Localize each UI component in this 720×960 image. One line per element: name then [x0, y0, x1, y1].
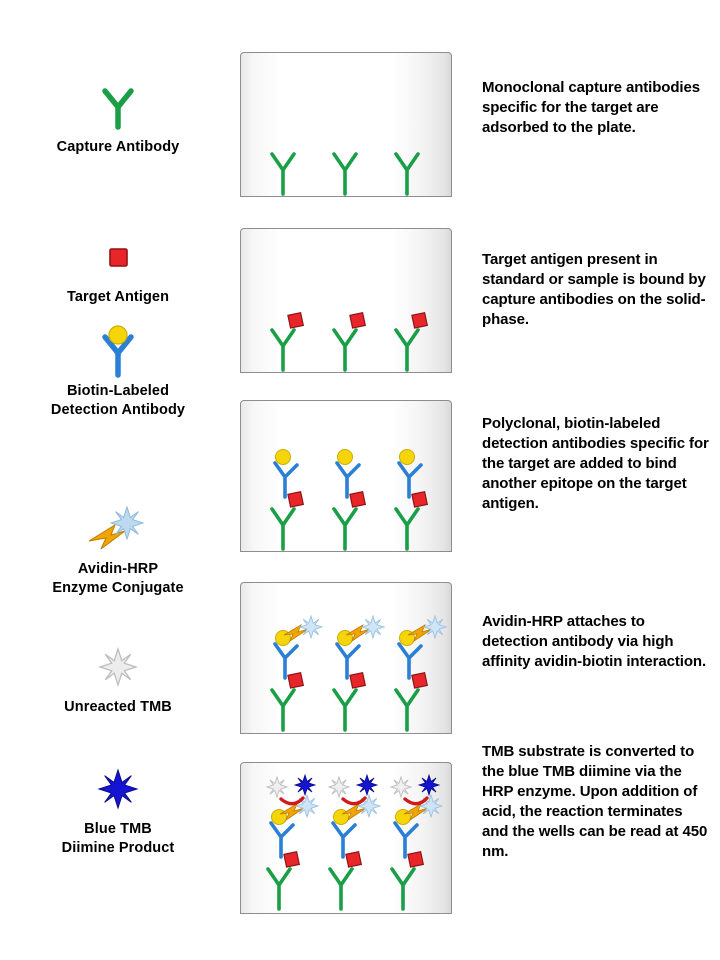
red-square-antigen-icon	[8, 228, 228, 286]
legend-label	[8, 560, 228, 597]
legend-label-line2: Detection Antibody	[50, 401, 186, 418]
legend-label	[8, 382, 228, 419]
legend-item-detection-antibody	[8, 322, 228, 419]
sandwich-complexes	[257, 441, 437, 551]
legend-item-capture-antibody	[8, 78, 228, 157]
bound-capture-antibodies	[257, 136, 437, 196]
caption-step-4: Avidin-HRP attaches to detection antibody via high affinity avidin-biotin interaction.	[482, 613, 707, 670]
legend-label: Unreacted TMB	[64, 699, 172, 715]
caption-step-5: TMB substrate is converted to the blue TMB diimine via the HRP enzyme. Upon addition of acid, the reaction terminates and the wells can be read at 450 nm.	[482, 743, 708, 860]
caption-step-2: Target antigen present in standard or sample is bound by capture antibodies on the solid-phase.	[482, 251, 706, 328]
legend-label-line1: Blue TMB	[84, 821, 152, 837]
blue-starburst-icon	[8, 760, 228, 818]
tmb-conversion-complexes	[253, 773, 449, 913]
avidin-hrp-complexes	[257, 618, 447, 733]
legend-item-avidin-hrp	[8, 500, 228, 597]
avidin-hrp-conjugate-icon	[8, 500, 228, 558]
well-step-3	[240, 400, 452, 552]
antigen-bound-complexes	[257, 302, 437, 372]
legend-label-line1: Biotin-Labeled	[66, 383, 170, 399]
legend-label: Capture Antibody	[56, 139, 180, 155]
well-step-1	[240, 52, 452, 197]
well-step-5	[240, 762, 452, 914]
caption-step-1: Monoclonal capture antibodies specific for the target are adsorbed to the plate.	[482, 79, 700, 136]
caption-step-3: Polyclonal, biotin-labeled detection antibodies specific for the target are added to bind another epitope on the target antigen.	[482, 415, 709, 512]
legend-item-target-antigen	[8, 228, 228, 307]
legend-label-line2: Enzyme Conjugate	[52, 579, 184, 596]
legend-label-line2: Diimine Product	[61, 839, 175, 856]
grey-starburst-icon	[8, 638, 228, 696]
legend-label	[8, 820, 228, 857]
legend-item-unreacted-tmb	[8, 638, 228, 717]
well-step-2	[240, 228, 452, 373]
well-step-4	[240, 582, 452, 734]
y-antibody-blue-biotin-icon	[8, 322, 228, 380]
y-antibody-green-icon	[8, 78, 228, 136]
legend-label-line1: Avidin-HRP	[77, 561, 159, 577]
legend-label: Target Antigen	[66, 289, 170, 305]
legend-item-blue-tmb	[8, 760, 228, 857]
